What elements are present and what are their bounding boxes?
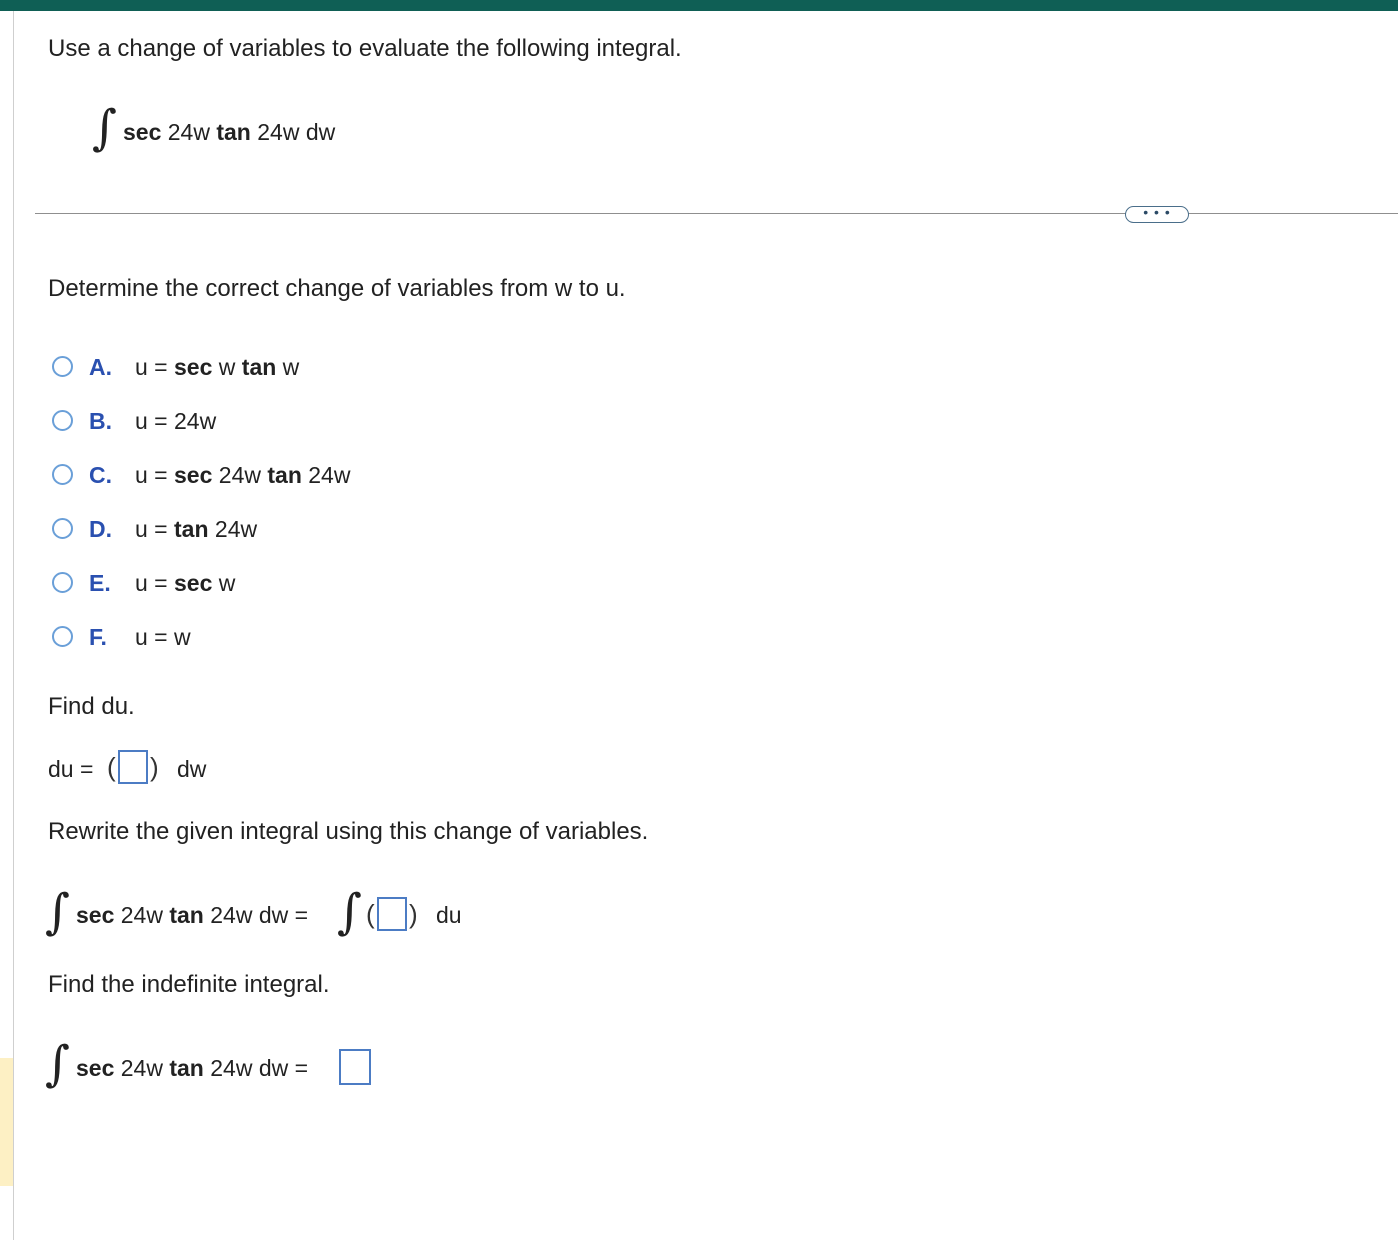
part3-instruction: Rewrite the given integral using this change of variables.: [48, 818, 649, 845]
question-prompt: Use a change of variables to evaluate the following integral.: [48, 35, 682, 62]
option-text: u = tan 24w: [135, 516, 258, 542]
option-text: u = 24w: [135, 408, 217, 434]
dw-label: dw: [177, 756, 207, 782]
integral-sign-u: ∫: [337, 884, 363, 940]
question-integrand: sec 24w tan 24w dw: [123, 119, 336, 145]
rewrite-integrand: sec 24w tan 24w dw =: [76, 902, 309, 928]
more-options-button[interactable]: • • •: [1125, 206, 1189, 223]
open-paren: (: [107, 752, 116, 782]
option-text: u = sec w: [135, 570, 236, 596]
radio-option-a[interactable]: [52, 356, 73, 377]
radio-option-b[interactable]: [52, 410, 73, 431]
indefinite-integrand: sec 24w tan 24w dw =: [76, 1055, 309, 1081]
radio-option-e[interactable]: [52, 572, 73, 593]
option-letter: A.: [89, 354, 112, 380]
option-text: u = w: [135, 624, 191, 650]
integral-sign: ∫: [92, 100, 118, 156]
option-letter: E.: [89, 570, 111, 596]
radio-option-f[interactable]: [52, 626, 73, 647]
option-letter: D.: [89, 516, 112, 542]
close-paren: ): [409, 899, 418, 929]
rewrite-answer-box[interactable]: [377, 897, 407, 931]
indefinite-answer-box[interactable]: [339, 1049, 371, 1085]
du-label: du =: [48, 756, 94, 782]
integral-sign: ∫: [45, 1036, 71, 1092]
option-letter: B.: [89, 408, 112, 434]
du-answer-box[interactable]: [118, 750, 148, 784]
open-paren: (: [366, 899, 375, 929]
left-accent-strip: [0, 1058, 13, 1186]
du-label: du: [436, 902, 462, 928]
option-letter: C.: [89, 462, 112, 488]
top-bar: [0, 0, 1398, 11]
part1-instruction: Determine the correct change of variables from w to u.: [48, 275, 626, 302]
part2-instruction: Find du.: [48, 693, 135, 720]
option-text: u = sec 24w tan 24w: [135, 462, 351, 488]
integral-sign: ∫: [45, 884, 71, 940]
close-paren: ): [150, 752, 159, 782]
left-border: [13, 11, 14, 1240]
radio-option-d[interactable]: [52, 518, 73, 539]
option-letter: F.: [89, 624, 107, 650]
section-divider: [35, 213, 1398, 214]
radio-option-c[interactable]: [52, 464, 73, 485]
part4-instruction: Find the indefinite integral.: [48, 971, 330, 998]
option-text: u = sec w tan w: [135, 354, 300, 380]
